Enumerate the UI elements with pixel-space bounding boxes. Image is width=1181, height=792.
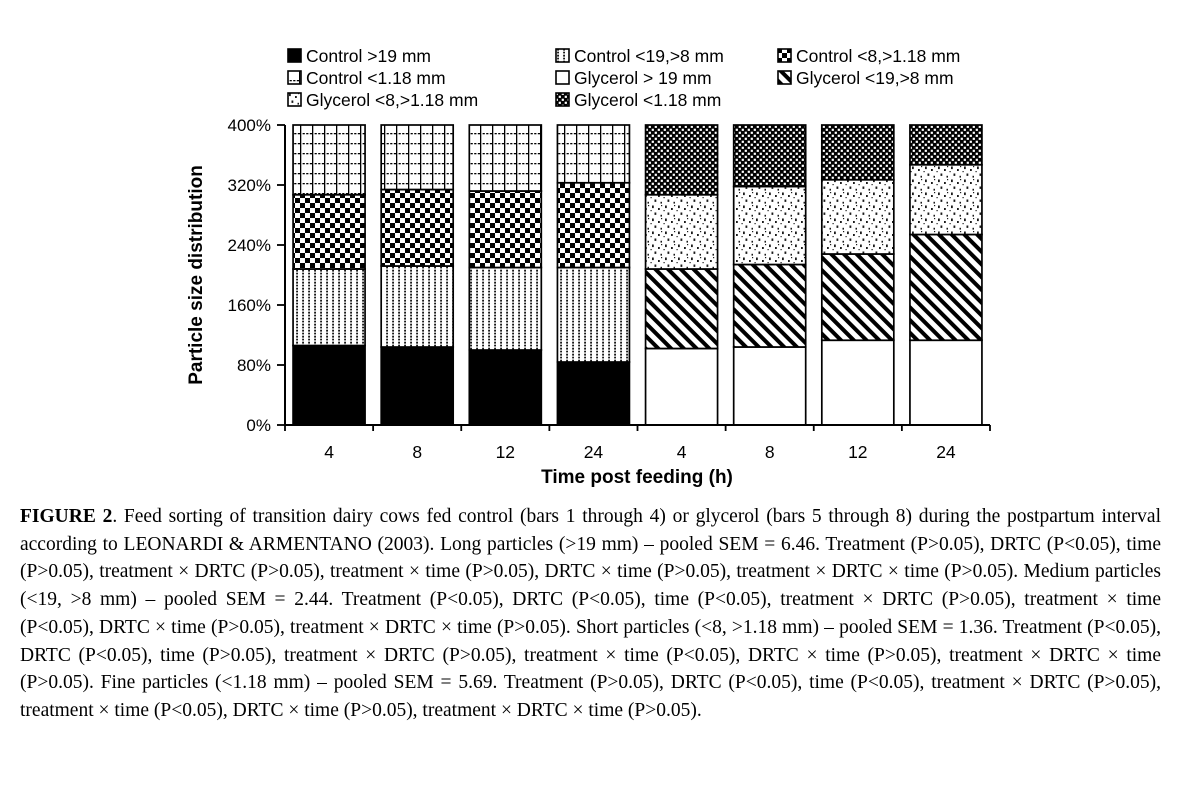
bar-segment [822,254,894,340]
chart-legend [287,45,1181,111]
stacked-bar-chart [0,113,1010,489]
bar-segment [910,235,982,341]
bar-segment [822,180,894,254]
legend-item [287,45,555,67]
x-axis-title: Time post feeding (h) [541,467,733,488]
grid-dash-swatch-icon [287,70,303,86]
legend-item-label: Control <19,>8 mm [574,46,724,66]
checker-swatch-icon [777,48,793,64]
legend-item-label: Glycerol <19,>8 mm [796,68,954,88]
legend-item-label: Control <1.18 mm [306,68,446,88]
bar-segment [469,268,541,351]
bar-segment [557,125,629,183]
x-axis-category-label: 24 [583,442,604,462]
legend-item [287,89,555,111]
legend-item-label: Glycerol > 19 mm [574,68,712,88]
legend-item [287,67,555,89]
legend-item [555,89,777,111]
x-axis-category-label: 4 [324,442,334,462]
bar-segment [822,340,894,425]
y-axis-tick-label: 80% [236,356,271,375]
legend-item [555,67,777,89]
x-axis-category-label: 12 [495,442,516,462]
bar-segment [646,269,718,349]
bar-segment [469,191,541,268]
bar-segment [646,349,718,426]
bar-segment [557,362,629,425]
legend-item-label: Glycerol <8,>1.18 mm [306,90,479,110]
y-axis-tick-label: 240% [227,236,271,255]
bar-segment [734,265,806,348]
bar-segment [469,125,541,191]
bar-segment [734,187,806,265]
bar-segment [910,125,982,165]
x-axis-category-label: 4 [676,442,687,462]
bar-segment [293,346,365,426]
bar-segment [646,195,718,269]
solid-swatch-icon [287,48,303,64]
bar-segment [469,350,541,425]
bar-segment [293,125,365,195]
plain-white-swatch-icon [555,70,571,86]
legend-item-label: Glycerol <1.18 mm [574,90,722,110]
y-axis-tick-label: 400% [227,116,271,135]
figure-caption [20,503,1161,725]
bar-segment [734,125,806,187]
legend-item [555,45,777,67]
diagonal-stripes-swatch-icon [777,70,793,86]
y-axis-tick-label: 0% [246,416,271,435]
bar-segment [557,268,629,363]
bar-segment [381,266,453,347]
figure-caption-text: . Feed sorting of transition dairy cows fed control (bars 1 through 4) or glycerol (bars 5 through 8) during the postpartum interval according to LEONARDI & ARMENTANO (2003). Long particles (>19 mm) – pooled SEM = 6.46. Treatment (P>0.05), DRTC (P<0.05), time (P>0.05), treatment × DRTC (P>0.05), treatment × time (P>0.05), DRTC × time (P>0.05), treatment × DRTC × time (P>0.05). Medium particles (<19, >8 mm) – pooled SEM = 2.44. Treatment (P<0.05), DRTC (P<0.05), time (P<0.05), treatment × DRTC (P>0.05), treatment × time (P<0.05), DRTC × time (P>0.05), treatment × DRTC × time (P>0.05). Short particles (<8, >1.18 mm) – pooled SEM = 1.36. Treatment (P<0.05), DRTC (P<0.05), time (P>0.05), treatment × DRTC (P>0.05), treatment × time (P<0.05), DRTC × time (P>0.05), treatment × DRTC × time (P>0.05). Fine particles (<1.18 mm) – pooled SEM = 5.69. Treatment (P>0.05), DRTC (P<0.05), time (P<0.05), treatment × DRTC (P>0.05), treatment × time (P<0.05), DRTC × time (P>0.05), treatment × DRTC × time (P>0.05). [20,506,1162,721]
bar-segment [646,125,718,195]
bar-segment [381,347,453,425]
bar-segment [381,190,453,267]
y-axis-tick-label: 160% [227,296,271,315]
x-axis-category-label: 8 [412,442,423,462]
bar-segment [293,195,365,269]
y-axis-title: Particle size distribution [186,165,207,385]
speckle-swatch-icon [287,92,303,108]
figure-caption-label: FIGURE 2 [20,506,113,527]
bar-segment [734,347,806,425]
legend-item-label: Control >19 mm [306,46,431,66]
x-axis-category-label: 12 [848,442,868,462]
y-axis-tick-label: 320% [227,176,271,195]
bar-segment [910,165,982,235]
legend-item-label: Control <8,>1.18 mm [796,46,961,66]
bar-segment [557,183,629,268]
dot-columns-swatch-icon [555,48,571,64]
bar-segment [910,340,982,425]
dark-checker-swatch-icon [555,92,571,108]
x-axis-category-label: 24 [936,442,956,462]
bar-segment [293,269,365,346]
legend-item [777,67,1181,89]
x-axis-category-label: 8 [764,442,775,462]
bar-segment [381,125,453,190]
legend-item [777,45,1181,67]
bar-segment [822,125,894,180]
